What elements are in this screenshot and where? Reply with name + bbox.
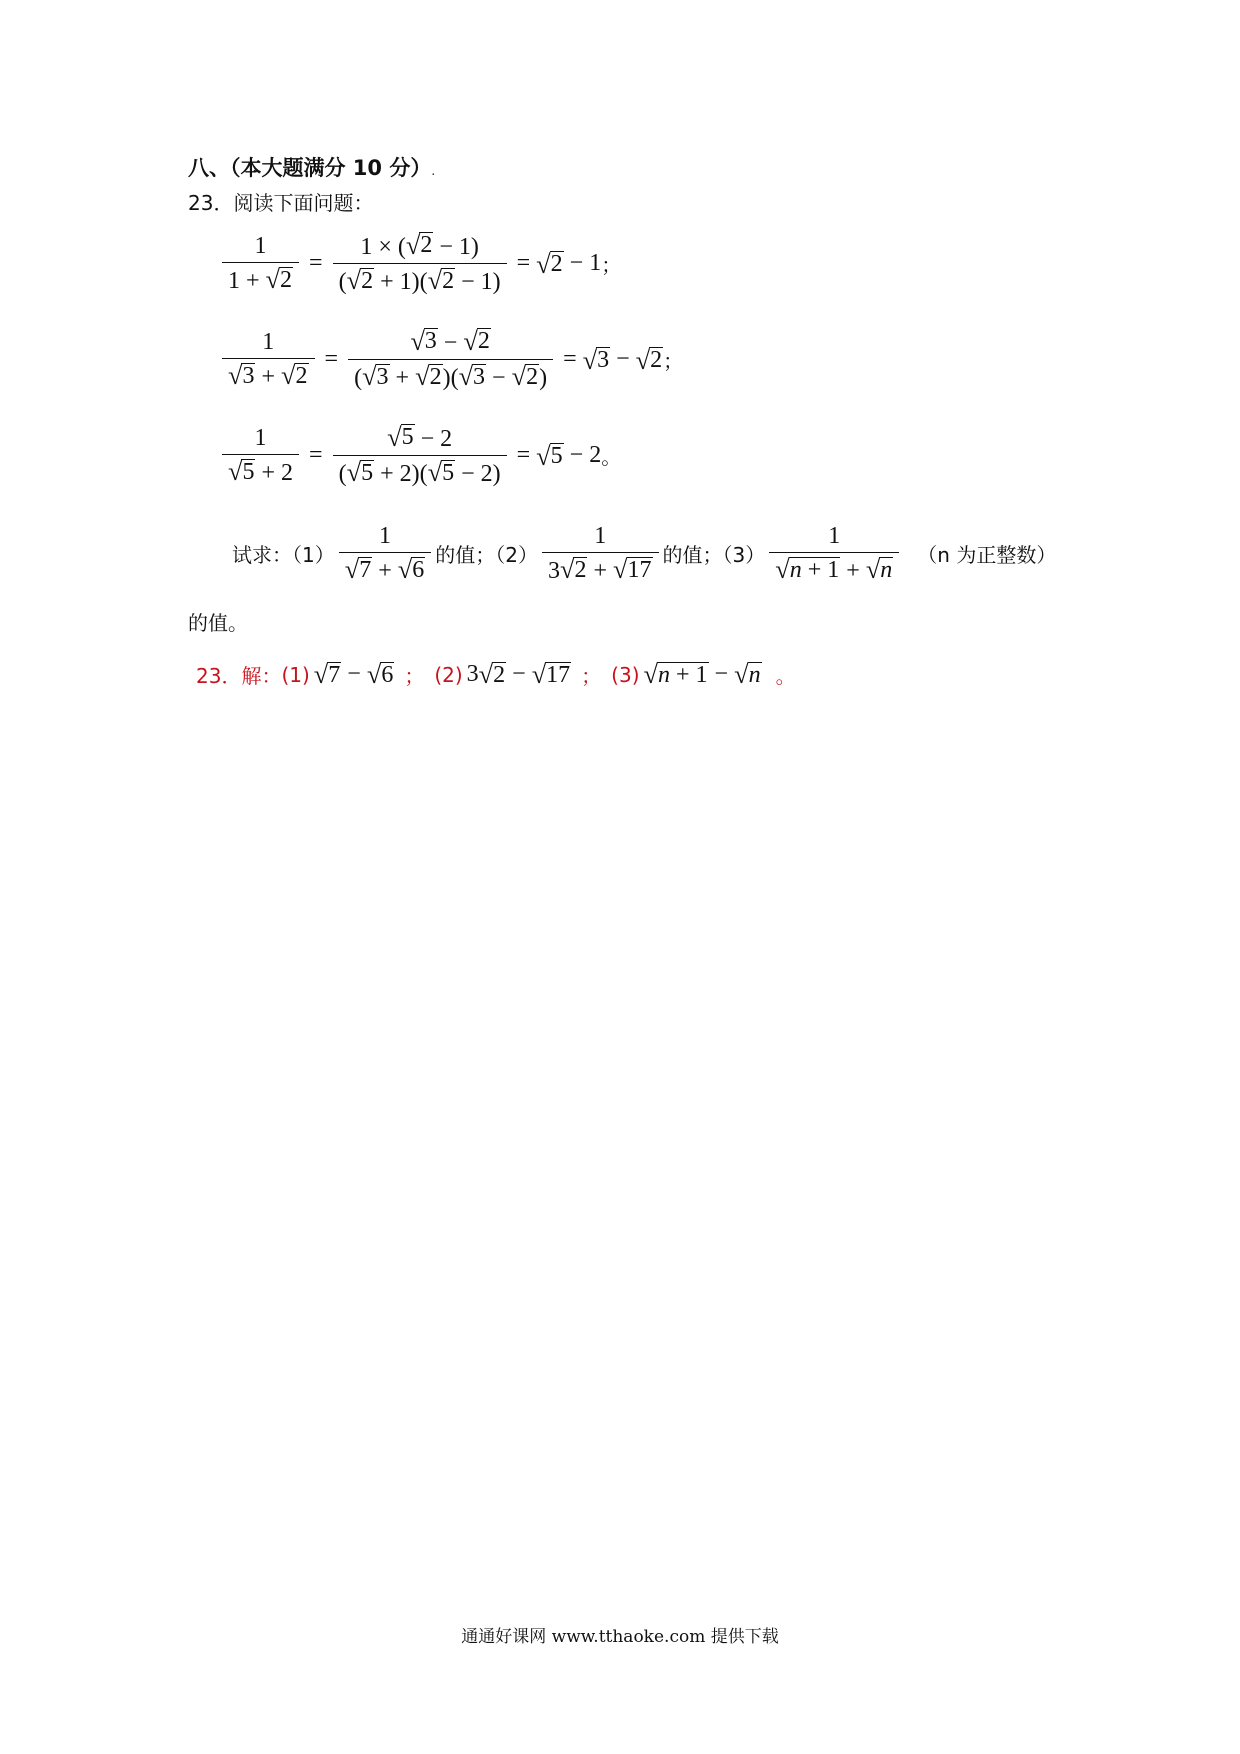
task-prompt (232, 523, 1056, 585)
prompt-mid-1: 的值；（2） (435, 543, 538, 568)
answer-separator-2: ； (581, 664, 602, 688)
example-equation-1: 1 1 + √ 2 = 1 × ( √ 2 − 1) ( √ 2 + 1)( √ 2 − 1) = √ 2 − 1 ； (218, 232, 621, 296)
example-2-end: ； (663, 349, 684, 374)
answer-part-1-label: (1) (281, 662, 310, 687)
answer-part-3-label: (3) (611, 662, 640, 687)
example-1-end: ； (601, 253, 622, 278)
answer-separator-1: ； (404, 664, 425, 688)
task-fraction-1: 1 √ 7 + √ 6 (335, 523, 436, 585)
example-equation-2: 1 √ 3 + √ 2 = √ 3 − √ 2 ( √ 3 + √ 2 )( √ 3 − √ 2 ) = √ 3 − √ 2 ； (218, 328, 683, 392)
answer-1: √ 7 − √ 6 (313, 659, 394, 690)
answer-lead: 23．解： (196, 664, 282, 688)
answer-3: √ n + 1 − √ n (643, 659, 761, 690)
example-3-end: 。 (601, 445, 622, 470)
prompt-mid-2: 的值；（3） (662, 543, 766, 568)
answer-2: 3 √ 2 − √ 17 (466, 659, 571, 690)
footer-credit: 通通好课网 www.tthaoke.com 提供下载 (461, 1627, 779, 1647)
prompt-tail: 的值。 (188, 611, 248, 635)
answer-part-2-label: (2) (434, 662, 463, 687)
task-fraction-2: 1 3 √ 2 + √ 17 (538, 523, 663, 585)
question-statement: 23．阅读下面问题： (188, 191, 374, 215)
task-fraction-3: 1 √ n + 1 + √ n (765, 523, 903, 585)
answer-line (196, 660, 796, 689)
example-equation-3: 1 √ 5 + 2 = √ 5 − 2 ( √ 5 + 2)( √ 5 − 2) = √ 5 − 2 。 (218, 424, 621, 488)
answer-end: 。 (775, 664, 796, 688)
prompt-note: （n 为正整数） (917, 543, 1057, 568)
prompt-lead: 试求：（1） (232, 543, 335, 568)
section-heading: 八、（本大题满分 10 分）. (188, 156, 436, 180)
